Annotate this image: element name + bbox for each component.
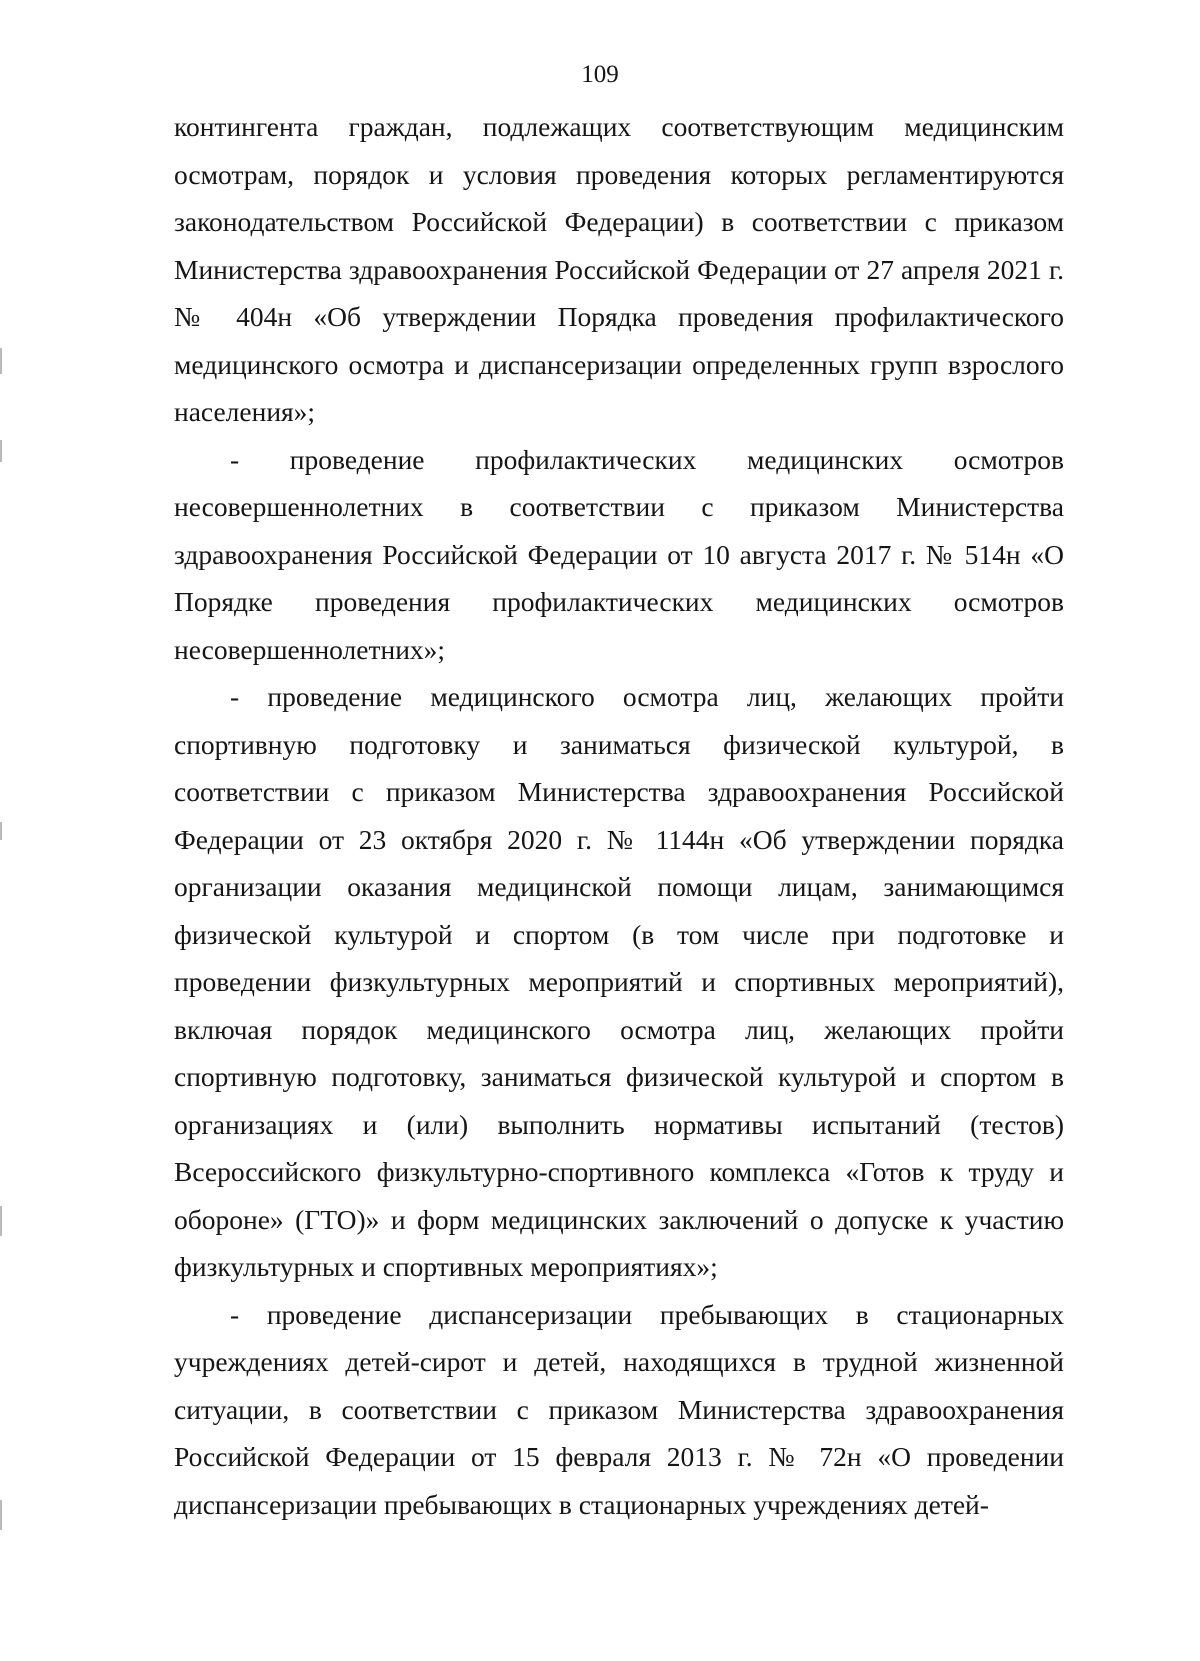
scan-edge-mark (0, 1206, 2, 1236)
list-item: - проведение диспансеризации пребывающих в стационарных учреждениях детей-сирот и детей, находящихся в трудной жизненной ситуации, в соответствии с приказом Министерства здравоохранения Российской Федерации от 15 февраля 2013 г. № 72н «О проведении диспансеризации пребывающих в стационарных учреждениях детей- (174, 1298, 1064, 1520)
list-item: - проведение профилактических медицинских осмотров несовершеннолетних в соответствии с приказом Министерства здравоохранения Российской Федерации от 10 августа 2017 г. № 514н «О Порядке проведения профилактических медицинских осмотров несовершеннолетних»; (174, 443, 1064, 665)
list-item: - проведение медицинского осмотра лиц, желающих пройти спортивную подготовку и заниматься физической культурой, в соответствии с приказом Министерства здравоохранения Российской Федерации от 23 октября 2020 г. № 1144н «Об утверждении порядка организации оказания медицинской помощи лицам, занимающимся физической культурой и спортом (в том числе при подготовке и проведении физкультурных мероприятий и спортивных мероприятий), включая порядок медицинского осмотра лиц, желающих пройти спортивную подготовку, заниматься физической культурой и спортом в организациях и (или) выполнить нормативы испытаний (тестов) Всероссийского физкультурно-спортивного комплекса «Готов к труду и обороне» (ГТО)» и форм медицинских заключений о допуске к участию физкультурных и спортивных мероприятиях»; (174, 681, 1064, 1282)
paragraph-continuation: контингента граждан, подлежащих соответствующим медицинским осмотрам, порядок и условия проведения которых регламентируются законодательством Российской Федерации) в соответствии с приказом Министерства здравоохранения Российской Федерации от 27 апреля 2021 г. № 404н «Об утверждении Порядка проведения профилактического медицинского осмотра и диспансеризации определенных групп взрослого населения»; (174, 111, 1064, 427)
scan-edge-mark (0, 822, 2, 840)
page-number: 109 (581, 61, 619, 88)
document-body (174, 103, 1064, 1528)
scan-edge-mark (0, 440, 2, 462)
scan-edge-mark (0, 1500, 2, 1530)
scan-edge-mark (0, 348, 2, 374)
